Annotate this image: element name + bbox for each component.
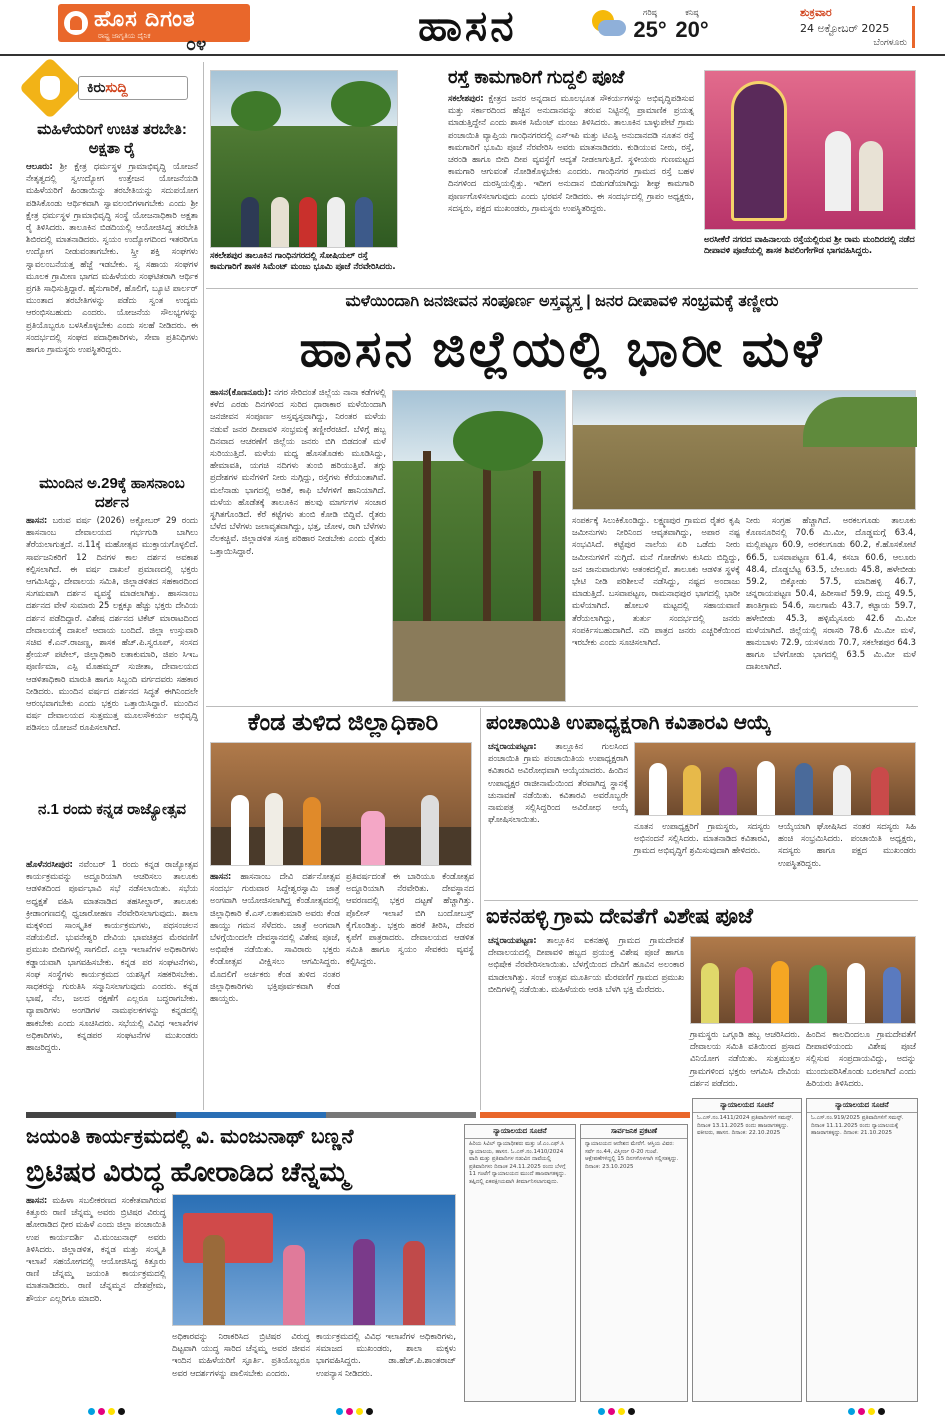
rain-body-col3: ನೀರು ಸಂಗ್ರಹ ಹೆಚ್ಚಾಗಿದೆ. ಅರಕಲಗೂಡು ತಾಲೂಕು ಕೊಣನೂರಿನಲ್ಲಿ 70.6 ಮಿ.ಮೀ, ದೊಡ್ಡಮಗ್ಗೆ 63.4, ಮಲ್ಲಿಪಟ್ಟಣ 60.9, ಅರಕಲಗೂಡು 60.2, ಕೆ.ಹೊಸಕೋಟೆ 66.5, ಬಸವಾಪಟ್ಟಣ 61.4, ಕಸಬಾ 60.6, ಆಲೂರು 48.4, ದೊಡ್ಡಬೆಟ್ಟ 63.5, ಬೇಲೂರು 45.8, ಹಳೇಬೀಡು 59.2, ಬಿಕ್ಕೋಡು 57.5, ಮಾದಿಹಳ್ಳಿ 46.7, ಚನ್ನರಾಯಪಟ್ಟಣ 50.4, ಹಿರೀಸಾವೆ 59.9, ದುದ್ದ 49.5, ಶಾಂತಿಗ್ರಾಮ 54.6, ಸಾಲಗಾಮೆ 43.7, ಕಟ್ಟಾಯ 59.7, ಹಳೇಬೀಡು 45.3, ಹಳ್ಳಿಮೈಸೂರು 42.6 ಮಿ.ಮೀ ಮಳೆಯಾಗಿದೆ. ಜಿಲ್ಲೆಯಲ್ಲಿ ಸರಾಸರಿ 78.6 ಮಿ.ಮೀ ಮಳೆ, ಹಾನುಬಾಳು 72.9, ಯಸಳೂರು 70.7, ಸಕಲೇಶಪುರ 64.3 ಹಾಗೂ ಬೆಳಗೋಡು ಭಾಗದಲ್ಲಿ 63.5 ಮಿ.ಮೀ ಮಳೆ ದಾಖಲಾಗಿದೆ. <box>746 515 919 672</box>
road-body <box>448 92 697 286</box>
brand-logo-box[interactable] <box>58 4 250 42</box>
temp-max <box>630 8 670 42</box>
dc-headline: ಕೆಂಡ ತುಳಿದ ಜಿಲ್ಲಾಧಿಕಾರಿ <box>247 709 439 736</box>
brand-name: ಹೊಸ ದಿಗಂತ <box>94 6 196 31</box>
panchayat-body-col2: ನೂತನ ಉಪಾಧ್ಯಕ್ಷರಿಗೆ ಗ್ರಾಮಸ್ಥರು, ಸದಸ್ಯರು ಅಭಿನಂದನೆ ಸಲ್ಲಿಸಿದರು. ಮಾತನಾಡಿದ ಕವಿತಾರವಿ, ಗ್ರಾಮದ ಅಭಿವೃದ್ಧಿಗೆ ಶ್ರಮಿಸುವುದಾಗಿ ಹೇಳಿದರು. <box>634 821 773 856</box>
jayanti-body-col2: ಅಧಿಕಾರವನ್ನು ನಿರಾಕರಿಸಿದ ಬ್ರಿಟಿಷರ ವಿರುದ್ಧ ದಿಟ್ಟವಾಗಿ ಯುದ್ಧ ಸಾರಿದ ಚೆನ್ನಮ್ಮ ಅವರ ಜೀವನ ಇಂದಿನ ಮಹಿಳೆಯರಿಗೆ ಸ್ಫೂರ್ತಿ. ಪ್ರತಿಯೊಬ್ಬರೂ ಅವರ ಆದರ್ಶಗಳನ್ನು ಪಾಲಿಸಬೇಕು ಎಂದರು. <box>172 1331 313 1378</box>
left-column-rule <box>203 62 204 1110</box>
village-dateline: ಚನ್ನರಾಯಪಟ್ಟಣ: <box>488 935 537 945</box>
panchayat-col1-text: ತಾಲ್ಲೂಕಿನ ಗುಲಸಿಂದ ಪಂಚಾಯಿತಿ ಗ್ರಾಮ ಪಂಚಾಯಿತಿಯ ಉಪಾಧ್ಯಕ್ಷರಾಗಿ ಕವಿತಾರವಿ ಅವಿರೋಧವಾಗಿ ಆಯ್ಕೆಯಾದರು. ಹಿಂದಿನ ಉಪಾಧ್ಯಕ್ಷರ ರಾಜೀನಾಮೆಯಿಂದ ತೆರವಾಗಿದ್ದ ಸ್ಥಾನಕ್ಕೆ ಚುನಾವಣೆ ನಡೆಯಿತು. ಕವಿತಾರವಿ ಅವರೊಬ್ಬರೇ ನಾಮಪತ್ರ ಸಲ್ಲಿಸಿದ್ದರಿಂದ ಅವಿರೋಧ ಆಯ್ಕೆ ಘೋಷಿಸಲಾಯಿತು. <box>488 741 631 825</box>
kiru-story3-text: ನವೆಂಬರ್ 1 ರಂದು ಕನ್ನಡ ರಾಜ್ಯೋತ್ಸವ ಕಾರ್ಯಕ್ರಮವನ್ನು ಅದ್ದೂರಿಯಾಗಿ ಆಚರಿಸಲು ತಾಲೂಕು ಆಡಳಿತದಿಂದ ಪೂರ್ವಭಾವಿ ಸಭೆ ನಡೆಸಲಾಯಿತು. ಸಭೆಯ ಅಧ್ಯಕ್ಷತೆ ವಹಿಸಿ ಮಾತನಾಡಿದ ತಹಸೀಲ್ದಾರ್, ತಾಲೂಕು ಕ್ರೀಡಾಂಗಣದಲ್ಲಿ ಧ್ವಜಾರೋಹಣ ನೆರವೇರಿಸಲಾಗುವುದು. ಶಾಲಾ ಮಕ್ಕಳಿಂದ ಸಾಂಸ್ಕೃತಿಕ ಕಾರ್ಯಕ್ರಮಗಳು, ಪಥಸಂಚಲನ ನಡೆಯಲಿದೆ. ಭುವನೇಶ್ವರಿ ದೇವಿಯ ಭಾವಚಿತ್ರದ ಮೆರವಣಿಗೆ ಪ್ರಮುಖ ಬೀದಿಗಳಲ್ಲಿ ಸಾಗಲಿದೆ. ಎಲ್ಲಾ ಇಲಾಖೆಗಳ ಅಧಿಕಾರಿಗಳು ಕಡ್ಡಾಯವಾಗಿ ಭಾಗವಹಿಸಬೇಕು. ಕನ್ನಡ ಪರ ಸಂಘಟನೆಗಳು, ಸಂಘ ಸಂಸ್ಥೆಗಳು ಕಾರ್ಯಕ್ರಮದ ಯಶಸ್ಸಿಗೆ ಸಹಕರಿಸಬೇಕು. ಸಾಧಕರನ್ನು ಗುರುತಿಸಿ ಸನ್ಮಾನಿಸಲಾಗುವುದು ಎಂದರು. ಕನ್ನಡ ಭಾಷೆ, ನೆಲ, ಜಲದ ರಕ್ಷಣೆಗೆ ಎಲ್ಲರೂ ಬದ್ಧರಾಗಬೇಕು. ವ್ಯಾಪಾರಿಗಳು ಅಂಗಡಿಗಳ ನಾಮಫಲಕಗಳನ್ನು ಕನ್ನಡದಲ್ಲಿ ಹಾಕಬೇಕು ಎಂದು ಸೂಚಿಸಿದರು. ಸಭೆಯಲ್ಲಿ ವಿವಿಧ ಇಲಾಖೆಗಳ ಅಧಿಕಾರಿಗಳು, ಕನ್ನಡಪರ ಸಂಘಟನೆಗಳ ಮುಖಂಡರು ಹಾಜರಿದ್ದರು. <box>26 859 201 1053</box>
kiru-story2-text: ಬರುವ ವರ್ಷ (2026) ಅಕ್ಟೋಬರ್ 29 ರಂದು ಹಾಸನಾಂಬ ದೇವಾಲಯದ ಗರ್ಭಗುಡಿ ಬಾಗಿಲು ತೆರೆಯಲಾಗುತ್ತದೆ. ನ.11ಕ್ಕೆ ಮಹೋತ್ಸವ ಮುಕ್ತಾಯಗೊಳ್ಳಲಿದೆ. ಸಾರ್ವಜನಿಕರಿಗೆ 12 ದಿನಗಳ ಕಾಲ ದರ್ಶನ ಅವಕಾಶ ಕಲ್ಪಿಸಲಾಗಿದೆ. ಈ ವರ್ಷ ದಾಖಲೆ ಪ್ರಮಾಣದಲ್ಲಿ ಭಕ್ತರು ಆಗಮಿಸಿದ್ದು, ದೇವಾಲಯ ಸಮಿತಿ, ಜಿಲ್ಲಾಡಳಿತದ ಸಹಕಾರದಿಂದ ಸುಗಮವಾಗಿ ದರ್ಶನ ವ್ಯವಸ್ಥೆ ಮಾಡಲಾಗಿತ್ತು. ಹಾಸನಾಂಬ ದರ್ಶನದ ವೇಳೆ ಸುಮಾರು 25 ಲಕ್ಷಕ್ಕೂ ಹೆಚ್ಚು ಭಕ್ತರು ದೇವಿಯ ದರ್ಶನ ಪಡೆದಿದ್ದಾರೆ. ವಿಶೇಷ ದರ್ಶನದ ಟಿಕೆಟ್ ಮಾರಾಟದಿಂದ ದೇವಾಲಯಕ್ಕೆ ದಾಖಲೆ ಆದಾಯ ಬಂದಿದೆ. ಜಿಲ್ಲಾ ಉಸ್ತುವಾರಿ ಸಚಿವ ಕೆ.ಎನ್.ರಾಜಣ್ಣ, ಶಾಸಕ ಹೆಚ್.ಪಿ.ಸ್ವರೂಪ್, ಸಂಸದ ಶ್ರೇಯಸ್ ಪಟೇಲ್, ಜಿಲ್ಲಾಧಿಕಾರಿ ಲತಾಕುಮಾರಿ, ಜಿಪಂ ಸಿಇಒ ಪೂರ್ಣಿಮಾ, ಎಸ್ಪಿ ಮೊಹಮ್ಮದ್ ಸುಜೀತಾ, ದೇವಾಲಯದ ಆಡಳಿತಾಧಿಕಾರಿ ಮಾರುತಿ ಹಾಗೂ ಸಿಬ್ಬಂದಿ ವರ್ಗದವರು ಸಹಕಾರ ನೀಡಿದರು. ಮುಂದಿನ ವರ್ಷದ ದರ್ಶನದ ಸಿದ್ಧತೆ ಈಗಿನಿಂದಲೇ ಆರಂಭವಾಗಬೇಕು ಎಂದು ಭಕ್ತರು ಒತ್ತಾಯಿಸಿದ್ದಾರೆ. ಮುಂದಿನ ವರ್ಷ ದೇವಾಲಯದ ಸುತ್ತಮುತ್ತ ಮೂಲಸೌಕರ್ಯ ಅಭಿವೃದ್ಧಿ ಪಡಿಸಲು ಯೋಜನೆ ರೂಪಿಸಲಾಗಿದೆ. <box>26 515 201 733</box>
temp-min <box>672 8 712 42</box>
hand-icon <box>40 76 60 100</box>
village-body-col1 <box>488 934 687 1110</box>
kiru-story1-headline: ಮಹಿಳೆಯರಿಗೆ ಉಚಿತ ತರಬೇತಿ: ಅಕ್ಷತಾ ರೈ <box>37 121 187 157</box>
jayanti-dateline: ಹಾಸನ: <box>26 1195 48 1205</box>
notice-2[interactable] <box>580 1124 688 1402</box>
rain-headline: ಹಾಸನ ಜಿಲ್ಲೆಯಲ್ಲಿ ಭಾರೀ ಮಳೆ <box>299 321 825 377</box>
dc-dateline: ಹಾಸನ: <box>210 871 232 881</box>
brand-emblem-icon <box>64 11 88 35</box>
weather-icon <box>586 8 626 40</box>
notice-3-title: ನ್ಯಾಯಾಲಯದ ಸೂಚನೆ <box>693 1099 801 1113</box>
temple-caption: ಅರಸೀಕೆರೆ ನಗರದ ವಾಹಿನಾಲಯ ರಸ್ತೆಯಲ್ಲಿರುವ ಶ್ರೀ ರಾಮ ಮಂದಿರದಲ್ಲಿ ನಡೆದ ದೀಪಾವಳಿ ಪೂಜೆಯಲ್ಲಿ ಶಾಸಕ ಶಿವಲಿಂಗೇಗೌಡ ಭಾಗವಹಿಸಿದ್ದರು. <box>704 234 915 255</box>
notice-4[interactable] <box>806 1098 918 1402</box>
registration-marks-center-right <box>598 1408 635 1415</box>
kiru-story1-text: ಶ್ರೀ ಕ್ಷೇತ್ರ ಧರ್ಮಸ್ಥಳ ಗ್ರಾಮಾಭಿವೃದ್ಧಿ ಯೋಜನೆ ನೇತೃತ್ವದಲ್ಲಿ ಸ್ವಉದ್ಯೋಗ ಉತ್ತೇಜನ ಯೋಜನೆಯಡಿ ಮಹಿಳೆಯರಿಗೆ ಹಿಂಡಾಯಿನ್ನು ತರಬೇತಿಯನ್ನು ಸದುಪಯೋಗ ಪಡಿಸಿಕೊಂಡು ಆರ್ಥಿಕವಾಗಿ ಸ್ವಾವಲಂಬಿಗಳಾಗಬೇಕು ಎಂದು ಶ್ರೀ ಕ್ಷೇತ್ರ ಧರ್ಮಸ್ಥಳ ಗ್ರಾಮಾಭಿವೃದ್ಧಿ ಸಂಸ್ಥೆ ಯೋಜನಾಧಿಕಾರಿ ಅಕ್ಷತಾ ರೈ ತಿಳಿಸಿದರು. ತಾಲೂಕಿನ ಬಿಡದಿಯಲ್ಲಿ ಆಯೋಜಿಸಿದ್ದ ತರಬೇತಿ ಶಿಬಿರದಲ್ಲಿ ಮಾತನಾಡಿದರು. ಸ್ವಯಂ ಉದ್ಯೋಗದಿಂದ ಇತರರಿಗೂ ಉದ್ಯೋಗ ನೀಡುವಂತಾಗಬೇಕು. ಸ್ತ್ರೀ ಶಕ್ತಿ ಸಂಘಗಳು ಸ್ವಾವಲಂಬನೆಯತ್ತ ಹೆಜ್ಜೆ ಇಡಬೇಕು. ಸ್ವ ಸಹಾಯ ಸಂಘಗಳ ಮೂಲಕ ಗ್ರಾಮೀಣ ಭಾಗದ ಮಹಿಳೆಯರು ಸಂಘಟಿತರಾಗಿ ಆರ್ಥಿಕ ಪ್ರಗತಿ ಸಾಧಿಸುತ್ತಿದ್ದಾರೆ. ಹೈನುಗಾರಿಕೆ, ಹೊಲಿಗೆ, ಬ್ಯೂಟಿ ಪಾರ್ಲರ್ ಮುಂತಾದ ತರಬೇತಿಗಳನ್ನು ಪಡೆದು ಸ್ವಂತ ಉದ್ಯಮ ಆರಂಭಿಸಬಹುದು ಎಂದರು. ಯೋಜನೆಯ ಸೌಲಭ್ಯಗಳನ್ನು ಪ್ರತಿಯೊಬ್ಬರೂ ಬಳಸಿಕೊಳ್ಳಬೇಕು ಎಂದು ಸಲಹೆ ನೀಡಿದರು. ಈ ಸಂದರ್ಭದಲ್ಲಿ ಸಂಘದ ಪದಾಧಿಕಾರಿಗಳು, ಸೇವಾ ಪ್ರತಿನಿಧಿಗಳು ಹಾಗೂ ಗ್ರಾಮಸ್ಥರು ಉಪಸ್ಥಿತರಿದ್ದರು. <box>26 161 201 355</box>
middle-rule <box>480 708 481 1110</box>
notice-1-title: ನ್ಯಾಯಾಲಯದ ಸೂಚನೆ <box>465 1125 575 1139</box>
registration-marks-right <box>848 1408 885 1415</box>
jayanti-col1-text: ಮಹಿಳಾ ಸಬಲೀಕರಣದ ಸಂಕೇತವಾಗಿರುವ ಕಿತ್ತೂರು ರಾಣಿ ಚೆನ್ನಮ್ಮ ಅವರು ಬ್ರಿಟಿಷರ ವಿರುದ್ಧ ಹೋರಾಡಿದ ಧೀರ ಮಹಿಳೆ ಎಂದು ಜಿಲ್ಲಾ ಪಂಚಾಯಿತಿ ಉಪ ಕಾರ್ಯದರ್ಶಿ ವಿ.ಮಂಜುನಾಥ್ ಅವರು ತಿಳಿಸಿದರು. ಜಿಲ್ಲಾಡಳಿತ, ಕನ್ನಡ ಮತ್ತು ಸಂಸ್ಕೃತಿ ಇಲಾಖೆ ಸಹಯೋಗದಲ್ಲಿ ಆಯೋಜಿಸಿದ್ದ ಕಿತ್ತೂರು ರಾಣಿ ಚೆನ್ನಮ್ಮ ಜಯಂತಿ ಕಾರ್ಯಕ್ರಮದಲ್ಲಿ ಮಾತನಾಡಿದರು. ರಾಣಿ ಚೆನ್ನಮ್ಮನ ದೇಶಪ್ರೇಮ, ಶೌರ್ಯ ಎಲ್ಲರಿಗೂ ಮಾದರಿ. <box>26 1195 169 1303</box>
registration-marks-left <box>88 1408 125 1415</box>
date-block <box>800 6 915 48</box>
notice-2-title: ಸಾರ್ವಜನಿಕ ಪ್ರಕಟಣೆ <box>581 1125 687 1139</box>
strip-grey <box>326 1112 476 1118</box>
village-col1-text: ತಾಲ್ಲೂಕಿನ ಐಕನಹಳ್ಳಿ ಗ್ರಾಮದ ಗ್ರಾಮದೇವತೆ ದೇವಾಲಯದಲ್ಲಿ ದೀಪಾವಳಿ ಹಬ್ಬದ ಪ್ರಯುಕ್ತ ವಿಶೇಷ ಪೂಜೆ ಹಾಗೂ ಅಭಿಷೇಕ ನೆರವೇರಿಸಲಾಯಿತು. ಬೆಳಗ್ಗೆಯಿಂದ ದೇವಿಗೆ ಹೂವಿನ ಅಲಂಕಾರ ಮಾಡಲಾಗಿತ್ತು. ಸಂಜೆ ಉತ್ಸವ ಮೂರ್ತಿಯ ಮೆರವಣಿಗೆ ಗ್ರಾಮದ ಪ್ರಮುಖ ಬೀದಿಗಳಲ್ಲಿ ನಡೆಯಿತು. ಮಹಿಳೆಯರು ಆರತಿ ಬೆಳಗಿ ಭಕ್ತಿ ಮೆರೆದರು. <box>488 935 687 994</box>
top-row-rule <box>206 288 918 289</box>
road-puja-photo[interactable] <box>210 70 398 248</box>
jayanti-kicker: ಜಯಂತಿ ಕಾರ್ಯಕ್ರಮದಲ್ಲಿ ವಿ. ಮಂಜುನಾಥ್ ಬಣ್ಣನೆ <box>26 1126 354 1148</box>
road-dateline: ಸಕಲೇಶಪುರ: <box>448 93 484 103</box>
jayanti-stage-photo[interactable] <box>172 1194 456 1326</box>
rain-dateline: ಹಾಸನ(ಕೊಣನೂರು): <box>210 387 272 397</box>
road-headline: ರಸ್ತೆ ಕಾಮಗಾರಿಗೆ ಗುದ್ದಲಿ ಪೂಜೆ <box>448 67 625 87</box>
panchayat-dateline: ಚನ್ನರಾಯಪಟ್ಟಣ: <box>488 741 537 751</box>
kiru-story3-headline: ನ.1 ರಂದು ಕನ್ನಡ ರಾಜ್ಯೋತ್ಸವ <box>38 801 186 818</box>
temp-min-label: ಕನಿಷ್ಠ <box>685 8 699 17</box>
notice-4-body: ಓ.ಎಸ್.ನಂ.919/2025 ಪ್ರತಿವಾದಿಗಳಿಗೆ ಸಮನ್ಸ್. ದಿನಾಂಕ 11.11.2025 ರಂದು ನ್ಯಾಯಾಲಯಕ್ಕೆ ಹಾಜರಾಗತಕ್ಕದ್ದು. ದಿನಾಂಕ: 21.10.2025 <box>811 1115 904 1136</box>
rain-rule <box>206 706 918 707</box>
strip-black <box>26 1112 176 1118</box>
kiru-story3-dateline: ಹೊಳೆನರಸೀಪುರ: <box>26 859 73 869</box>
temp-max-label: ಗರಿಷ್ಠ <box>643 8 657 17</box>
dc-body-col1 <box>210 870 343 1110</box>
kiru-story1-dateline: ಆಲೂರು: <box>26 161 53 171</box>
flooded-plantation-photo[interactable] <box>392 390 566 702</box>
kiru-story2-dateline: ಹಾಸನ: <box>26 515 48 525</box>
date-date: 24 ಅಕ್ಟೋಬರ್ 2025 <box>800 22 890 35</box>
kiru-story3-body <box>26 858 201 1108</box>
kiru-story1-body <box>26 160 201 466</box>
strip-blue <box>176 1112 326 1118</box>
panchayat-rule <box>484 900 918 901</box>
village-headline: ಐಕನಹಳ್ಳಿ ಗ್ರಾಮ ದೇವತೆಗೆ ವಿಶೇಷ ಪೂಜೆ <box>486 905 753 928</box>
masthead <box>0 0 945 56</box>
rain-kicker: ಮಳೆಯಿಂದಾಗಿ ಜನಜೀವನ ಸಂಪೂರ್ಣ ಅಸ್ತವ್ಯಸ್ತ | ಜನರ ದೀಪಾವಳಿ ಸಂಭ್ರಮಕ್ಕೆ ತಣ್ಣೀರು <box>345 293 779 310</box>
kiru-label-b: ಸುದ್ದಿ <box>105 80 128 96</box>
notice-3-body: ಓ.ಎಸ್.ನಂ.1411/2024 ಪ್ರತಿವಾದಿಗಳಿಗೆ ಸಮನ್ಸ್. ದಿನಾಂಕ 13.11.2025 ರಂದು ಹಾಜರಾಗತಕ್ಕದ್ದು. ವಕೀಲರು, ಹಾಸನ. ದಿನಾಂಕ: 22.10.2025 <box>697 1115 794 1136</box>
panchayat-body-col1 <box>488 740 631 896</box>
jayanti-body-col1 <box>26 1194 169 1400</box>
panchayat-photo[interactable] <box>634 742 916 816</box>
jayanti-body-col3: ಕಾರ್ಯಕ್ರಮದಲ್ಲಿ ವಿವಿಧ ಇಲಾಖೆಗಳ ಅಧಿಕಾರಿಗಳು, ಸಮಾಜದ ಮುಖಂಡರು, ಶಾಲಾ ಮಕ್ಕಳು ಭಾಗವಹಿಸಿದ್ದರು. ಡಾ.ಹೆಚ್.ಪಿ.ಶಾಂತರಾಜ್ ಉಪನ್ಯಾಸ ನೀಡಿದರು. <box>316 1331 459 1378</box>
notice-2-body: ನ್ಯಾಯಾಲಯದ ಆದೇಶದ ಮೇರೆಗೆ. ಆಸ್ತಿಯ ವಿವರ: ಸರ್ವೆ ನಂ.44, ವಿಸ್ತೀರ್ಣ 0-20 ಗುಂಟೆ. ಆಕ್ಷೇಪಣೆಗಳಿದ್ದಲ್ಲಿ 15 ದಿನಗಳೊಳಗಾಗಿ ಸಲ್ಲಿಸತಕ್ಕದ್ದು. ದಿನಾಂಕ: 23.10.2025 <box>585 1141 679 1170</box>
dc-body-col2: ಪ್ರತಿವರ್ಷದಂತೆ ಈ ಬಾರಿಯೂ ಕೆಂಡೋತ್ಸವ ಅದ್ದೂರಿಯಾಗಿ ನೆರವೇರಿತು. ದೇವಸ್ಥಾನದ ಆವರಣದಲ್ಲಿ ಭಕ್ತರ ದಟ್ಟಣೆ ಹೆಚ್ಚಾಗಿತ್ತು. ಪೊಲೀಸ್ ಇಲಾಖೆ ಬಿಗಿ ಬಂದೋಬಸ್ತ್ ಕೈಗೊಂಡಿತ್ತು. ಭಕ್ತರು ಹರಕೆ ತೀರಿಸಿ, ದೇವರ ಕೃಪೆಗೆ ಪಾತ್ರರಾದರು. ದೇವಾಲಯದ ಆಡಳಿತ ಸಮಿತಿ ಹಾಗೂ ಸ್ವಯಂ ಸೇವಕರು ವ್ಯವಸ್ಥೆ ಕಲ್ಪಿಸಿದ್ದರು. <box>346 871 477 967</box>
rain-body-col1 <box>210 386 389 702</box>
temp-max-value: 25° <box>633 17 667 42</box>
section-title: ಹಾಸನ <box>418 2 517 49</box>
kiru-story2-headline: ಮುಂದಿನ ಅ.29ಕ್ಕೆ ಹಾಸನಾಂಬ ದರ್ಶನ <box>39 475 185 511</box>
temple-photo[interactable] <box>704 70 916 230</box>
rain-body-col2: ಸಂಪರ್ಕಕ್ಕೆ ಸಿಲುಕಿಕೊಂಡಿದ್ದು. ಲಕ್ಷ್ಮಣಪುರ ಗ್ರಾಮದ ರೈತರ ಕೃಷಿ ಜಮೀನುಗಳು ನೀರಿನಿಂದ ಆವೃತವಾಗಿದ್ದು, ಅಪಾರ ನಷ್ಟ ಸಂಭವಿಸಿದೆ. ಕಟ್ಟೆಪುರ ನಾಲೆಯ ಏರಿ ಒಡೆದು ನೀರು ಜಮೀನುಗಳಿಗೆ ನುಗ್ಗಿದೆ. ಮನೆ ಗೋಡೆಗಳು ಕುಸಿದು ಬಿದ್ದಿದ್ದು, ಜನ ಜಾನುವಾರುಗಳು ಆತಂಕದಲ್ಲಿವೆ. ತಾಲೂಕು ಆಡಳಿತ ಸ್ಥಳಕ್ಕೆ ಭೇಟಿ ನೀಡಿ ಪರಿಶೀಲನೆ ನಡೆಸಿದ್ದು, ನಷ್ಟದ ಅಂದಾಜು ಮಾಡುತ್ತಿದೆ. ಬಸವಾಪಟ್ಟಣ, ರಾಮನಾಥಪುರ ಭಾಗದಲ್ಲಿ ಭಾರೀ ಮಳೆಯಾಗಿದೆ. ಹೋಬಳಿ ಮಟ್ಟದಲ್ಲಿ ಸಹಾಯವಾಣಿ ತೆರೆಯಲಾಗಿದ್ದು, ತುರ್ತು ಸಂದರ್ಭದಲ್ಲಿ ಜನರು ಸಂಪರ್ಕಿಸಬಹುದಾಗಿದೆ. ನದಿ ಪಾತ್ರದ ಜನರು ಎಚ್ಚರಿಕೆಯಿಂದ ಇರಬೇಕು ಎಂದು ಸೂಚಿಸಲಾಗಿದೆ. <box>572 515 743 648</box>
date-city: ಬೆಂಗಳೂರು <box>873 38 907 48</box>
fire-walk-photo[interactable] <box>210 742 472 866</box>
road-puja-caption: ಸಕಲೇಶಪುರ ತಾಲೂಕಿನ ಗಾಂಧಿನಗರದಲ್ಲಿ ಸೋಷಿಯಲ್ ರಸ್ತೆ ಕಾಮಗಾರಿಗೆ ಶಾಸಕ ಸಿಮೆಂಟ್ ಮಂಜು ಭೂಮಿ ಪೂಜೆ ನೆರವೇರಿಸಿದರು. <box>210 250 396 271</box>
kiru-label-a: ಕಿರು <box>87 80 106 96</box>
dc-col1-text: ಹಾಸನಾಂಬ ದೇವಿ ದರ್ಶನೋತ್ಸವ ಸಂದರ್ಭ ಗುರುವಾರ ಸಿದ್ದೇಶ್ವರಸ್ವಾಮಿ ಜಾತ್ರೆ ಅಂಗವಾಗಿ ಆಯೋಜಿಸಲಾಗಿದ್ದ ಕೆಂಡೋತ್ಸವದಲ್ಲಿ ಜಿಲ್ಲಾಧಿಕಾರಿ ಕೆ.ಎಸ್.ಲತಾಕುಮಾರಿ ಅವರು ಕೆಂಡ ಹಾಯ್ದು ಗಮನ ಸೆಳೆದರು. ಜಾತ್ರೆ ಅಂಗವಾಗಿ ಬೆಳಗ್ಗೆಯಿಂದಲೇ ದೇವಸ್ಥಾನದಲ್ಲಿ ವಿಶೇಷ ಪೂಜೆ, ಅಭಿಷೇಕ ನಡೆಯಿತು. ಸಾವಿರಾರು ಭಕ್ತರು ಕೆಂಡೋತ್ಸವ ವೀಕ್ಷಿಸಲು ಆಗಮಿಸಿದ್ದರು. ಮೊದಲಿಗೆ ಅರ್ಚಕರು ಕೆಂಡ ತುಳಿದ ನಂತರ ಜಿಲ್ಲಾಧಿಕಾರಿಗಳು ಭಕ್ತಿಪೂರ್ವಕವಾಗಿ ಕೆಂಡ ಹಾಯ್ದರು. <box>210 871 343 1004</box>
kiru-story2-body <box>26 514 201 796</box>
notice-3[interactable] <box>692 1098 802 1402</box>
village-body-col2: ಗ್ರಾಮಸ್ಥರು ಒಗ್ಗೂಡಿ ಹಬ್ಬ ಆಚರಿಸಿದರು. ದೇವಾಲಯ ಸಮಿತಿ ವತಿಯಿಂದ ಪ್ರಸಾದ ವಿನಿಯೋಗ ನಡೆಯಿತು. ಸುತ್ತಮುತ್ತಲ ಗ್ರಾಮಗಳಿಂದ ಭಕ್ತರು ಆಗಮಿಸಿ ದೇವಿಯ ದರ್ಶನ ಪಡೆದರು. <box>690 1029 803 1088</box>
village-puja-photo[interactable] <box>690 936 916 1024</box>
registration-marks-center-left <box>336 1408 373 1415</box>
rain-col1-text: ನಗರ ಸೇರಿದಂತೆ ಜಿಲ್ಲೆಯ ನಾನಾ ಕಡೆಗಳಲ್ಲಿ ಕಳೆದ ಎರಡು ದಿನಗಳಿಂದ ಸುರಿದ ಧಾರಾಕಾರ ಮಳೆಯಿಂದಾಗಿ ಜನಜೀವನ ಸಂಪೂರ್ಣ ಅಸ್ತವ್ಯಸ್ತವಾಗಿದ್ದು, ನಿರಂತರ ಮಳೆಯ ನಡುವೆ ಜನರ ದೀಪಾವಳಿ ಸಂಭ್ರಮಕ್ಕೆ ತಣ್ಣೀರೆರಚಿದೆ. ಬೆಳಿಗ್ಗೆ ಹಬ್ಬ ದಿನವಾದ ಆಚರಣೆಗೆ ಜಿಲ್ಲೆಯ ಜನರು ಬಿಗಿ ಬಿಡದಂತೆ ಮಳೆ ಸುರಿಯುತ್ತಿದೆ. ಮಳೆಯ ಮಧ್ಯ ಹೊಸತೊಡಕು ಮೂಡಿಸಿದ್ದು, ಹೇಮಾವತಿ, ಯಗಚಿ ನದಿಗಳು ತುಂಬಿ ಹರಿಯುತ್ತಿವೆ. ತಗ್ಗು ಪ್ರದೇಶಗಳ ಮನೆಗಳಿಗೆ ನೀರು ನುಗ್ಗಿದ್ದು, ರಸ್ತೆಗಳು ಕೆರೆಯಂತಾಗಿವೆ. ಮಲೆನಾಡು ಭಾಗದಲ್ಲಿ ಅಡಿಕೆ, ಕಾಫಿ ಬೆಳೆಗಳಿಗೆ ಹಾನಿಯಾಗಿದೆ. ಮಳೆಯ ಹೊಡೆತಕ್ಕೆ ತಾಲೂಕಿನ ಹಲವು ಮಾರ್ಗಗಳ ಸಂಚಾರ ಸ್ಥಗಿತಗೊಂಡಿದೆ. ಕೆರೆ ಕಟ್ಟೆಗಳು ತುಂಬಿ ಕೋಡಿ ಬಿದ್ದಿವೆ. ರೈತರು ಬೆಳೆದ ಬೆಳೆಗಳು ಜಲಾವೃತವಾಗಿದ್ದು, ಭತ್ತ, ಜೋಳ, ರಾಗಿ ಬೆಳೆಗಳು ನೆಲಕಚ್ಚಿವೆ. ಜಿಲ್ಲಾಡಳಿತ ಸೂಕ್ತ ಪರಿಹಾರ ನೀಡಬೇಕು ಎಂದು ರೈತರು ಒತ್ತಾಯಿಸಿದ್ದಾರೆ. <box>210 387 389 556</box>
village-body-col3: ಹಿಂದಿನ ಕಾಲದಿಂದಲೂ ಗ್ರಾಮದೇವತೆಗೆ ದೀಪಾವಳಿಯಂದು ವಿಶೇಷ ಪೂಜೆ ಸಲ್ಲಿಸುವ ಸಂಪ್ರದಾಯವಿದ್ದು, ಅದನ್ನು ಮುಂದುವರಿಸಿಕೊಂಡು ಬರಲಾಗಿದೆ ಎಂದು ಹಿರಿಯರು ತಿಳಿಸಿದರು. <box>806 1029 919 1088</box>
page-number: ೦೪ <box>186 34 207 54</box>
river-flood-photo[interactable] <box>572 390 916 510</box>
panchayat-body-col3: ಆಯ್ಕೆಯಾಗಿ ಘೋಷಿಸಿದ ನಂತರ ಸದಸ್ಯರು ಸಿಹಿ ಹಂಚಿ ಸಂಭ್ರಮಿಸಿದರು. ಪಂಚಾಯಿತಿ ಅಧ್ಯಕ್ಷರು, ಸದಸ್ಯರು ಹಾಗೂ ಪಕ್ಷದ ಮುಖಂಡರು ಉಪಸ್ಥಿತರಿದ್ದರು. <box>778 821 919 868</box>
notice-4-title: ನ್ಯಾಯಾಲಯದ ಸೂಚನೆ <box>807 1099 917 1113</box>
notice-1[interactable] <box>464 1124 576 1402</box>
brand-tagline: ರಾಷ್ಟ್ರ ಜಾಗೃತಿಯ ದೈನಿಕ <box>98 32 151 40</box>
temp-min-value: 20° <box>675 17 709 42</box>
kiru-suddi-label <box>78 76 188 100</box>
road-text: ಕ್ಷೇತ್ರದ ಜನರ ಅನ್ನದಾದ ಮೂಲಭೂತ ಸೌಕರ್ಯಗಳನ್ನು ಅಭಿವೃದ್ಧಿಪಡಿಸುವ ಮತ್ತು ಸರ್ಕಾರದಿಂದ ಹೆಚ್ಚಿನ ಅನುದಾನವನ್ನು ತರುವ ನಿಟ್ಟಿನಲ್ಲಿ ಪ್ರಾಮಾಣಿಕ ಪ್ರಯತ್ನ ಮಾಡುತ್ತಿದ್ದೇನೆ ಎಂದು ಶಾಸಕ ಸಿಮೆಂಟ್ ಮಂಜು ತಿಳಿಸಿದರು. ತಾಲೂಕಿನ ಬಾಳ್ಳುಪೇಟೆ ಗ್ರಾಮ ಪಂಚಾಯಿತಿ ವ್ಯಾಪ್ತಿಯ ಗಾಂಧಿನಗರದಲ್ಲಿ ಎಸ್ಇಪಿ ಮತ್ತು ಟಿಎಸ್ಪಿ ಅನುದಾನದಡಿ ನೂತನ ರಸ್ತೆ ಕಾಮಗಾರಿಗೆ ಭೂಮಿ ಪೂಜೆ ನೆರವೇರಿಸಿ ಅವರು ಮಾತನಾಡಿದರು. ಕುಡಿಯುವ ನೀರು, ರಸ್ತೆ, ಚರಂಡಿ ಹಾಗೂ ಬೀದಿ ದೀಪ ವ್ಯವಸ್ಥೆಗೆ ಆದ್ಯತೆ ನೀಡಲಾಗುತ್ತಿದೆ. ಸ್ಥಳೀಯರು ಗುಣಮಟ್ಟದ ಕಾಮಗಾರಿ ಆಗುವಂತೆ ನೋಡಿಕೊಳ್ಳಬೇಕು ಎಂದರು. ಗಾಂಧಿನಗರ ಗ್ರಾಮದ ರಸ್ತೆ ಬಹಳ ದಿನಗಳಿಂದ ದುರಸ್ತಿಯಲ್ಲಿತ್ತು. ಇದೀಗ ಅನುದಾನ ಬಿಡುಗಡೆಯಾಗಿದ್ದು ಶೀಘ್ರ ಕಾಮಗಾರಿ ಪೂರ್ಣಗೊಳಿಸಲಾಗುವುದು ಎಂದು ಭರವಸೆ ನೀಡಿದರು. ಈ ಸಂದರ್ಭದಲ್ಲಿ ಗ್ರಾಪಂ ಅಧ್ಯಕ್ಷರು, ಸದಸ್ಯರು, ಪಕ್ಷದ ಮುಖಂಡರು, ಗ್ರಾಮಸ್ಥರು ಉಪಸ್ಥಿತರಿದ್ದರು. <box>448 93 697 213</box>
notice-1-body: ಹಿರಿಯ ಸಿವಿಲ್ ನ್ಯಾಯಾಧೀಶರು ಮತ್ತು ಜೆ.ಎಂ.ಎಫ್.ಸಿ ನ್ಯಾಯಾಲಯ, ಹಾಸನ. ಓ.ಎಸ್.ನಂ.1410/2024 ವಾದಿ ಮತ್ತು ಪ್ರತಿವಾದಿಗಳ ನಡುವಿನ ದಾವೆಯಲ್ಲಿ ಪ್ರತಿವಾದಿಗಳು ದಿನಾಂಕ 24.11.2025 ರಂದು ಬೆಳಗ್ಗೆ 11 ಗಂಟೆಗೆ ನ್ಯಾಯಾಲಯದ ಮುಂದೆ ಹಾಜರಾಗತಕ್ಕದ್ದು. ತಪ್ಪಿದಲ್ಲಿ ಏಕಪಕ್ಷೀಯವಾಗಿ ತೀರ್ಮಾನಿಸಲಾಗುವುದು. <box>469 1141 566 1185</box>
date-day: ಶುಕ್ರವಾರ <box>800 6 832 19</box>
jayanti-headline: ಬ್ರಿಟಿಷರ ವಿರುದ್ಧ ಹೋರಾಡಿದ ಚೆನ್ನಮ್ಮ <box>26 1157 349 1187</box>
panchayat-headline: ಪಂಚಾಯಿತಿ ಉಪಾಧ್ಯಕ್ಷರಾಗಿ ಕವಿತಾರವಿ ಆಯ್ಕೆ <box>486 712 772 734</box>
strip-orange <box>480 1112 690 1118</box>
